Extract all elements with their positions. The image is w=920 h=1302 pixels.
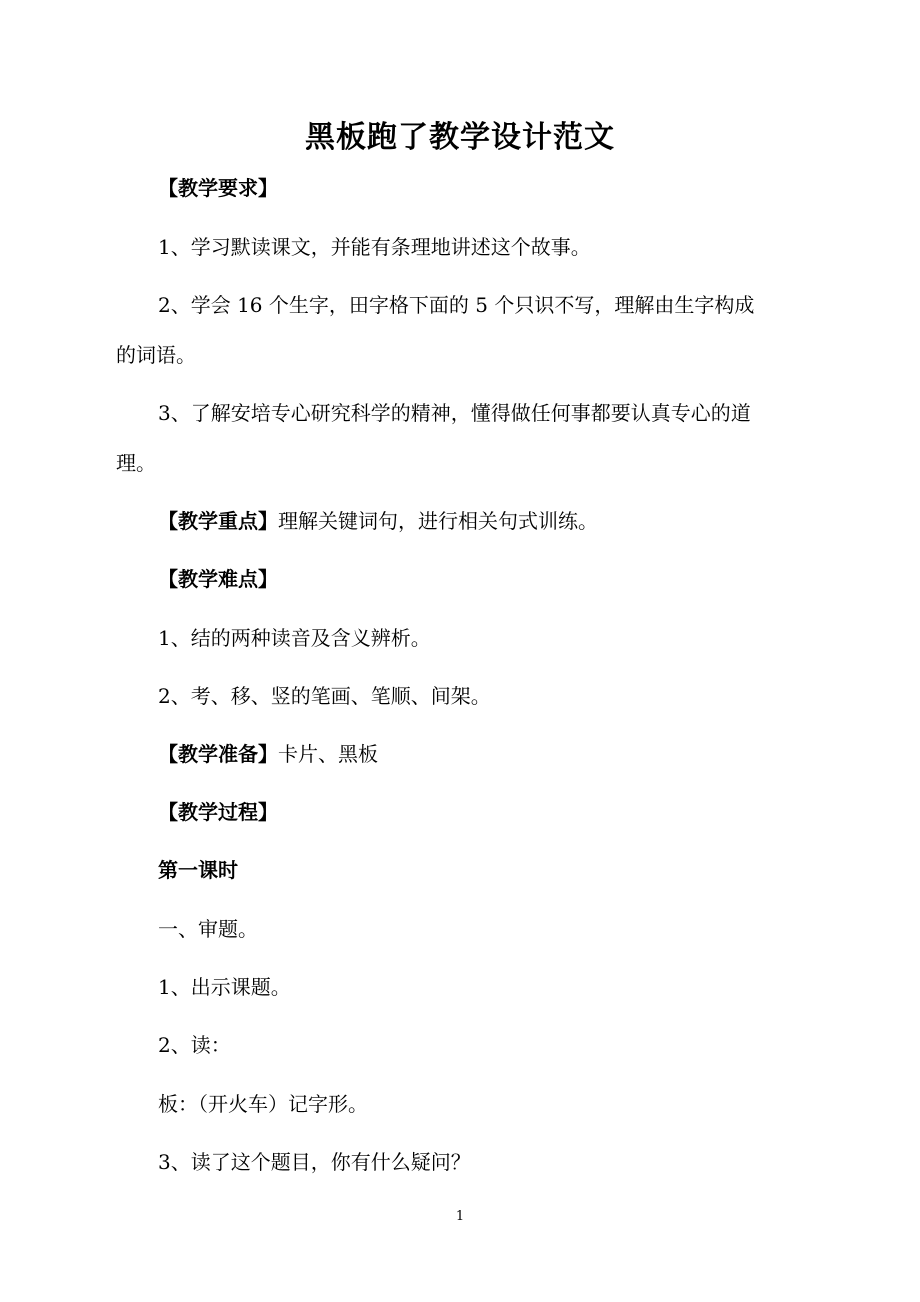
requirement-item-2-line-1: 2、学会 16 个生字，田字格下面的 5 个只识不写，理解由生字构成 <box>158 293 755 317</box>
step-1-item-2: 2、读： <box>158 1033 231 1057</box>
document-title: 黑板跑了教学设计范文 <box>305 120 615 155</box>
requirement-item-2-line-2: 的词语。 <box>116 343 196 367</box>
preparation-text: 卡片、黑板 <box>278 742 378 766</box>
step-1-title: 一、审题。 <box>158 917 258 941</box>
lesson-heading: 第一课时 <box>158 858 238 882</box>
step-1-item-1: 1、出示课题。 <box>158 975 291 999</box>
preparation-heading: 【教学准备】 <box>158 742 278 766</box>
process-heading: 【教学过程】 <box>158 800 278 824</box>
key-points-paragraph <box>158 507 808 535</box>
difficulties-heading: 【教学难点】 <box>158 567 278 591</box>
key-points-text: 理解关键词句，进行相关句式训练。 <box>278 509 598 533</box>
requirement-item-3-line-1: 3、了解安培专心研究科学的精神，懂得做任何事都要认真专心的道 <box>158 401 751 425</box>
step-1-item-3: 3、读了这个题目，你有什么疑问？ <box>158 1150 471 1174</box>
difficulty-item-2: 2、考、移、竖的笔画、笔顺、间架。 <box>158 684 491 708</box>
requirement-item-3-line-2: 理。 <box>116 451 156 475</box>
difficulty-item-1: 1、结的两种读音及含义辨析。 <box>158 626 431 650</box>
page-number: 1 <box>455 1209 465 1224</box>
key-points-heading: 【教学重点】 <box>158 509 278 533</box>
board-note: 板：（开火车）记字形。 <box>158 1092 368 1116</box>
requirement-item-1: 1、学习默读课文，并能有条理地讲述这个故事。 <box>158 235 591 259</box>
requirements-heading: 【教学要求】 <box>158 176 278 200</box>
preparation-paragraph <box>158 740 808 768</box>
